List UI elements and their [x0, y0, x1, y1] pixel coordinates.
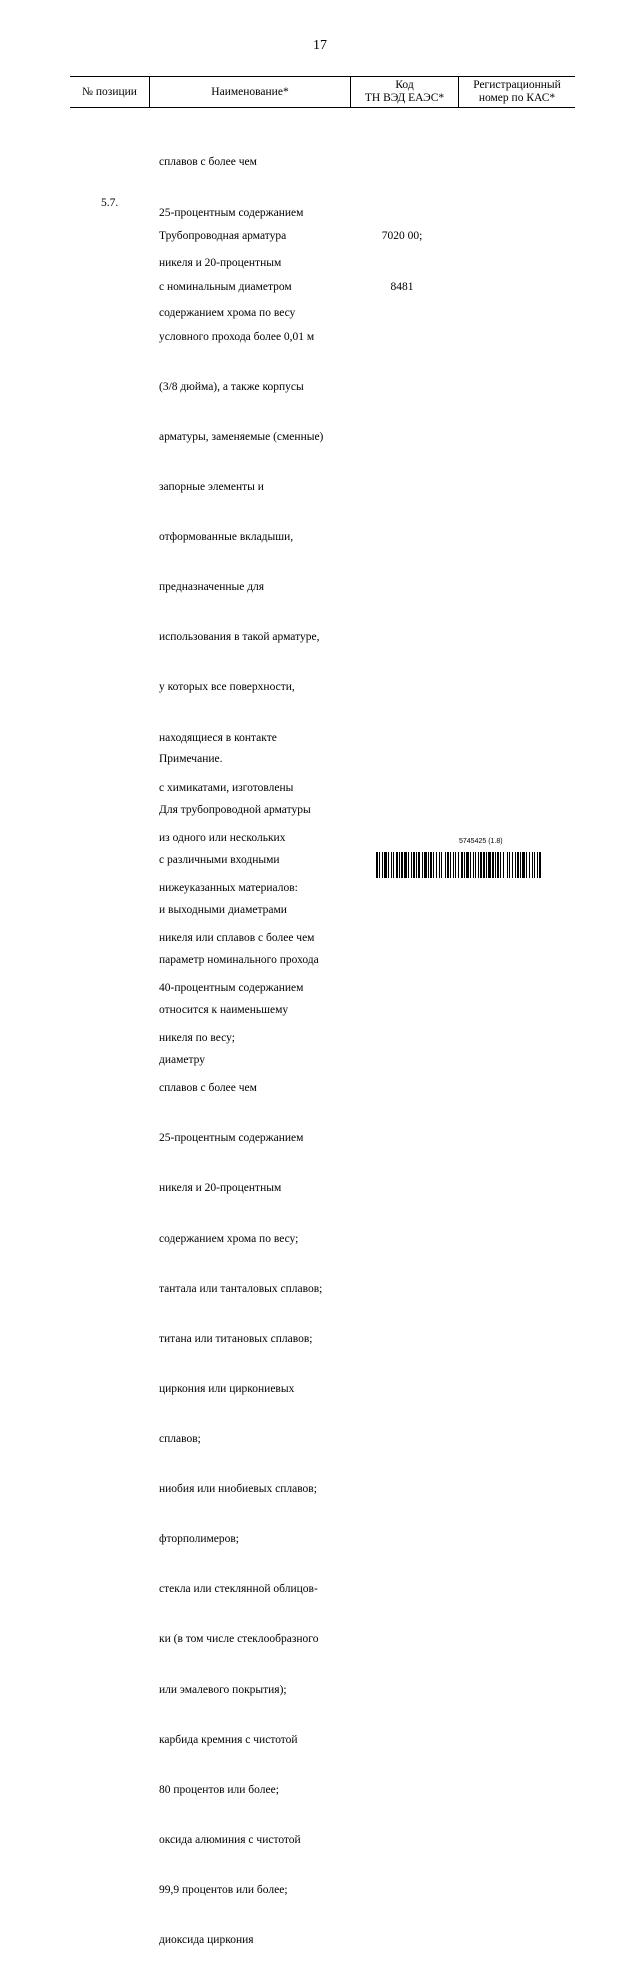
text-line: предназначенные для — [159, 581, 265, 594]
text-line: содержанием хрома по весу — [159, 306, 296, 319]
text-line: никеля по весу; — [159, 1032, 235, 1045]
text-line: запорные элементы и — [159, 480, 264, 493]
header-position: № позиции — [82, 85, 137, 98]
header-code-line1: Код — [395, 79, 414, 91]
item-code — [366, 195, 438, 312]
text-line: (3/8 дюйма), а также корпусы — [159, 380, 304, 393]
barcode — [376, 852, 581, 878]
text-line: нижеуказанных материалов: — [159, 881, 298, 894]
note-line: диаметру — [159, 1054, 206, 1067]
note-line: Примечание. — [159, 753, 223, 766]
header-code-line2: ТН ВЭД ЕАЭС* — [364, 92, 445, 104]
note-line: относится к наименьшему — [159, 1003, 289, 1016]
text-line: 99,9 процентов или более; — [159, 1884, 288, 1897]
header-name: Наименование* — [211, 85, 289, 98]
header-reg-number — [459, 76, 575, 108]
item-position: 5.7. — [101, 197, 119, 209]
text-line: оксида алюминия с чистотой — [159, 1833, 301, 1846]
text-line: содержанием хрома по весу; — [159, 1232, 299, 1245]
text-line: или эмалевого покрытия); — [159, 1683, 287, 1696]
text-line: сплавов; — [159, 1433, 201, 1446]
text-line: с химикатами, изготовлены — [159, 781, 294, 794]
text-line: 25-процентным содержанием — [159, 206, 304, 219]
text-line: сплавов с более чем — [159, 156, 257, 169]
barcode-number: 5745425 (1.8) — [459, 838, 503, 845]
text-line: 25-процентным содержанием — [159, 1132, 304, 1145]
note-line: с различными входными — [159, 853, 280, 866]
header-reg-line1: Регистрационный — [473, 79, 561, 91]
text-line: никеля и 20-процентным — [159, 1182, 282, 1195]
text-line: арматуры, заменяемые (сменные) — [159, 430, 324, 443]
text-line: с номинальным диаметром — [159, 280, 292, 293]
text-line: 80 процентов или более; — [159, 1783, 279, 1796]
text-line: тантала или танталовых сплавов; — [159, 1282, 323, 1295]
note-line: и выходными диаметрами — [159, 903, 287, 916]
note-line: Для трубопроводной арматуры — [159, 803, 311, 816]
text-line: фторполимеров; — [159, 1533, 239, 1546]
text-line: сплавов с более чем — [159, 1082, 257, 1095]
text-line: находящиеся в контакте — [159, 731, 277, 744]
text-line: циркония или циркониевых — [159, 1382, 295, 1395]
barcode-bar — [541, 852, 543, 878]
text-line: 40-процентным содержанием — [159, 982, 304, 995]
text-line: стекла или стеклянной облицов- — [159, 1583, 318, 1596]
header-code — [351, 76, 458, 108]
page-number: 17 — [313, 38, 327, 53]
text-line: ки (в том числе стеклообразного — [159, 1633, 319, 1646]
text-line: карбида кремния с чистотой — [159, 1733, 298, 1746]
code-line: 8481 — [390, 280, 414, 293]
text-line: условного прохода более 0,01 м — [159, 330, 315, 343]
text-line: диоксида циркония — [159, 1934, 254, 1947]
note-line: параметр номинального прохода — [159, 953, 319, 966]
text-line: из одного или нескольких — [159, 831, 286, 844]
code-line: 7020 00; — [381, 230, 423, 243]
text-line: никеля и 20-процентным — [159, 256, 282, 269]
text-line: титана или титановых сплавов; — [159, 1332, 313, 1345]
item-note — [159, 718, 319, 1085]
header-reg-line2: номер по КАС* — [478, 92, 556, 104]
text-line: Трубопроводная арматура — [159, 230, 287, 243]
text-line: использования в такой арматуре, — [159, 631, 320, 644]
text-line: отформованные вкладыши, — [159, 531, 294, 544]
text-line: никеля или сплавов с более чем — [159, 931, 315, 944]
text-line: у которых все поверхности, — [159, 681, 295, 694]
text-line: ниобия или ниобиевых сплавов; — [159, 1483, 317, 1496]
